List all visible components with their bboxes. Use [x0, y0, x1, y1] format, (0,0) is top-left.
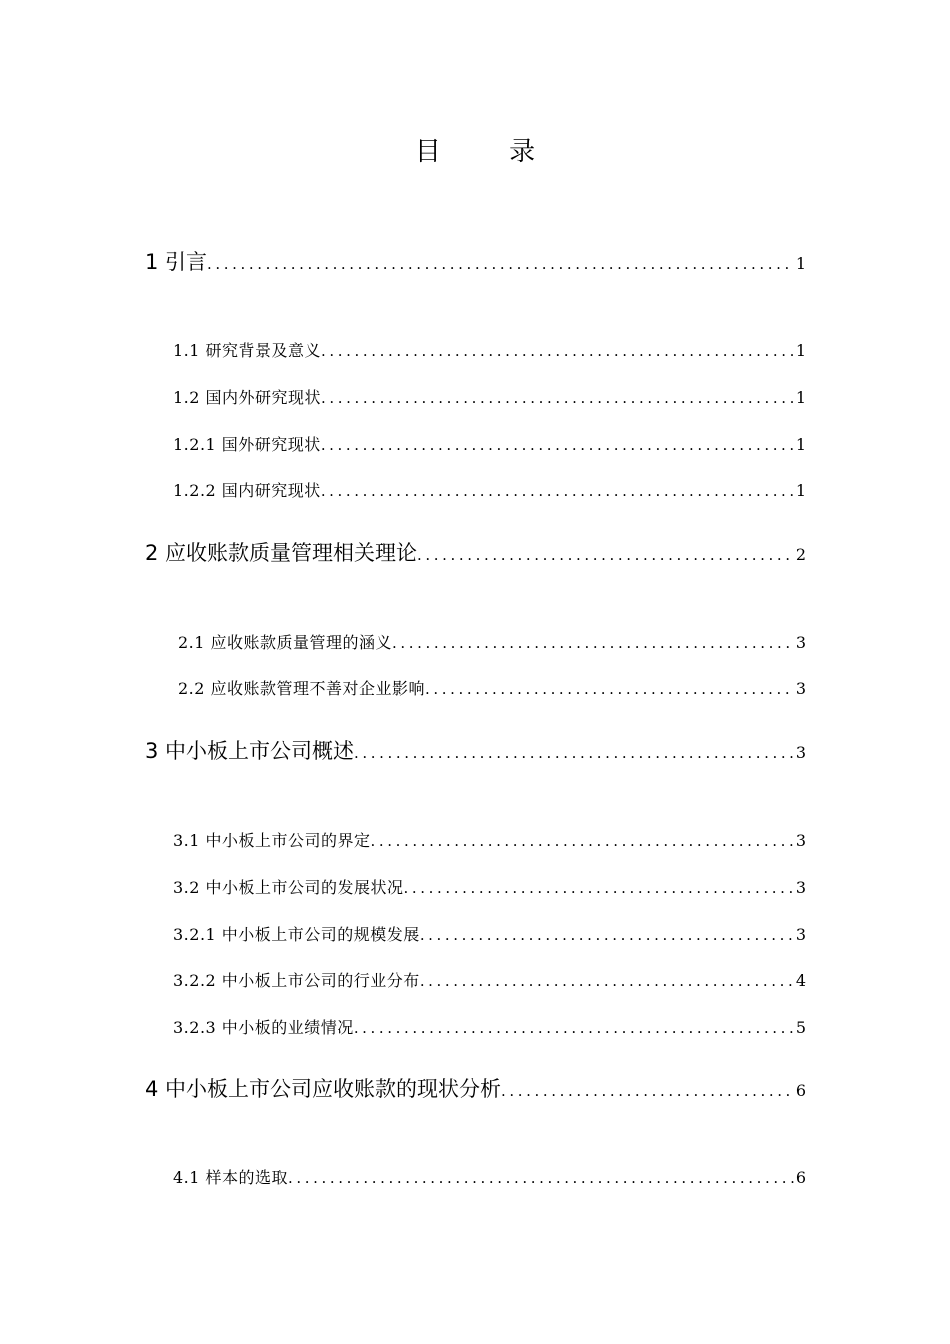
- dot-leader: [425, 680, 794, 698]
- dot-leader: [321, 482, 794, 500]
- dot-leader: [371, 832, 794, 850]
- toc-page-number: 3: [795, 925, 806, 944]
- toc-entry-label: 1.2.1 国外研究现状: [173, 435, 321, 454]
- toc-entry-label: 3.2.3 中小板的业绩情况: [173, 1018, 354, 1037]
- toc-entry-label: 4.1 样本的选取: [173, 1168, 289, 1187]
- dot-leader: [321, 436, 794, 454]
- dot-leader: [321, 342, 794, 360]
- toc-section-1-2-2[interactable]: [173, 478, 806, 502]
- toc-entry-label: 1.1 研究背景及意义: [173, 341, 322, 360]
- dot-leader: [354, 744, 794, 762]
- dot-leader: [501, 1082, 794, 1100]
- toc-section-1-2-1[interactable]: [173, 432, 806, 456]
- toc-page-number: 6: [795, 1168, 806, 1187]
- dot-leader: [288, 1169, 794, 1187]
- toc-entry-label: 3.2.2 中小板上市公司的行业分布: [173, 971, 420, 990]
- dot-leader: [354, 1019, 794, 1037]
- toc-entry-label: 1.2 国内外研究现状: [173, 388, 322, 407]
- toc-page-number: 4: [795, 971, 806, 990]
- dot-leader: [392, 634, 794, 652]
- toc-section-3-2-2[interactable]: [173, 968, 806, 992]
- toc-entry-label: 2 应收账款质量管理相关理论: [145, 541, 418, 565]
- toc-entry-label: 2.2 应收账款管理不善对企业影响: [178, 679, 426, 698]
- toc-page-number: 1: [795, 388, 806, 407]
- toc-entry-label: 4 中小板上市公司应收账款的现状分析: [145, 1077, 502, 1101]
- toc-section-2-1[interactable]: [178, 630, 806, 654]
- toc-section-3-1[interactable]: [173, 828, 806, 852]
- toc-page-number: 1: [795, 481, 806, 500]
- toc-chapter-2[interactable]: [145, 537, 806, 567]
- toc-section-1-1[interactable]: [173, 338, 806, 362]
- toc-page-number: 6: [795, 1081, 806, 1100]
- toc-section-4-1[interactable]: [173, 1165, 806, 1189]
- dot-leader: [404, 879, 794, 897]
- toc-entry-label: 3.1 中小板上市公司的界定: [173, 831, 371, 850]
- toc-entry-label: 3.2 中小板上市公司的发展状况: [173, 878, 404, 897]
- toc-page-number: 3: [795, 831, 806, 850]
- toc-page-number: 1: [795, 254, 806, 273]
- toc-entry-label: 1 引言: [145, 250, 208, 274]
- dot-leader: [420, 926, 794, 944]
- toc-section-1-2[interactable]: [173, 385, 806, 409]
- toc-section-2-2[interactable]: [178, 676, 806, 700]
- dot-leader: [420, 972, 794, 990]
- toc-chapter-4[interactable]: [145, 1073, 806, 1103]
- toc-section-3-2-1[interactable]: [173, 922, 806, 946]
- dot-leader: [207, 255, 794, 273]
- toc-page-number: 1: [795, 341, 806, 360]
- toc-page-number: 3: [795, 679, 806, 698]
- toc-page-number: 2: [795, 545, 806, 564]
- toc-chapter-1[interactable]: [145, 246, 806, 276]
- toc-page-number: 3: [795, 633, 806, 652]
- toc-section-3-2-3[interactable]: [173, 1015, 806, 1039]
- page-title: 目 录: [414, 137, 566, 167]
- toc-section-3-2[interactable]: [173, 875, 806, 899]
- toc-page-number: 1: [795, 435, 806, 454]
- toc-entry-label: 3.2.1 中小板上市公司的规模发展: [173, 925, 420, 944]
- toc-page-number: 3: [795, 743, 806, 762]
- dot-leader: [321, 389, 794, 407]
- toc-entry-label: 3 中小板上市公司概述: [145, 739, 355, 763]
- toc-page-number: 5: [795, 1018, 806, 1037]
- toc-page-number: 3: [795, 878, 806, 897]
- dot-leader: [417, 546, 794, 564]
- toc-entry-label: 1.2.2 国内研究现状: [173, 481, 321, 500]
- toc-chapter-3[interactable]: [145, 735, 806, 765]
- toc-entry-label: 2.1 应收账款质量管理的涵义: [178, 633, 393, 652]
